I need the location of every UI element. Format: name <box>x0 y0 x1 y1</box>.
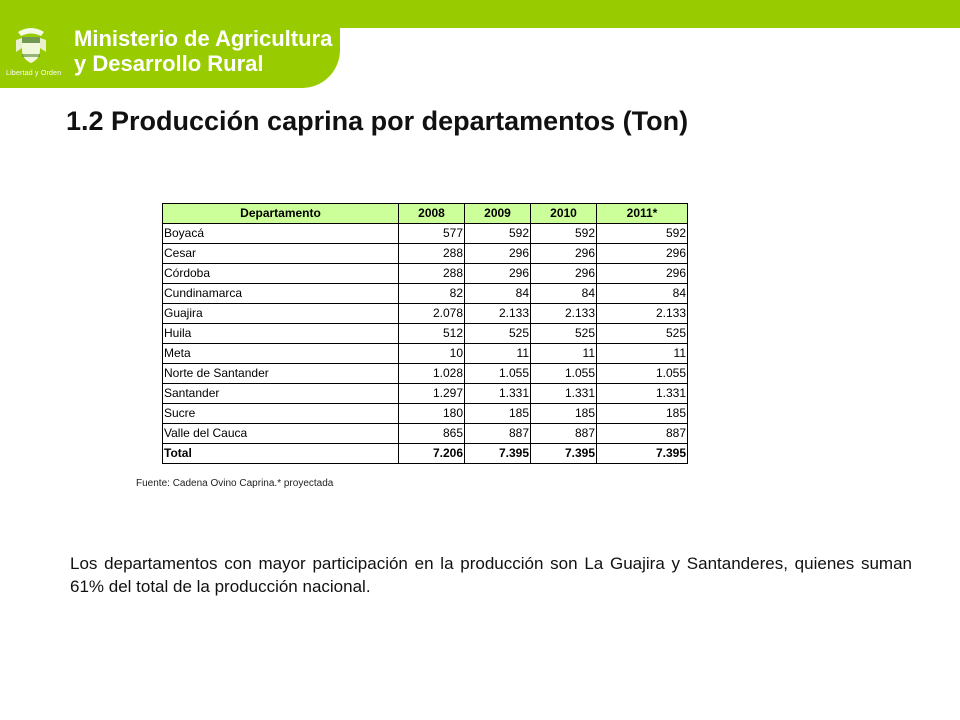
value-cell: 185 <box>531 404 597 424</box>
value-cell: 7.395 <box>531 444 597 464</box>
value-cell: 11 <box>465 344 531 364</box>
value-cell: 1.297 <box>399 384 465 404</box>
value-cell: 592 <box>465 224 531 244</box>
production-table <box>162 203 688 464</box>
page-title: 1.2 Producción caprina por departamentos (Ton) <box>66 106 689 136</box>
value-cell: 592 <box>597 224 688 244</box>
department-cell: Huila <box>163 324 399 344</box>
table-row <box>163 244 688 264</box>
value-cell: 288 <box>399 244 465 264</box>
value-cell: 180 <box>399 404 465 424</box>
department-cell: Norte de Santander <box>163 364 399 384</box>
value-cell: 592 <box>531 224 597 244</box>
value-cell: 84 <box>531 284 597 304</box>
table-row <box>163 384 688 404</box>
column-header: 2010 <box>531 204 597 224</box>
value-cell: 10 <box>399 344 465 364</box>
department-cell: Meta <box>163 344 399 364</box>
summary-paragraph: Los departamentos con mayor participación en la producción son La Guajira y Santanderes, quienes suman 61% del total de la producción nacional. <box>70 554 912 596</box>
value-cell: 7.395 <box>597 444 688 464</box>
ministry-header <box>0 0 340 88</box>
table-row <box>163 404 688 424</box>
department-cell: Guajira <box>163 304 399 324</box>
value-cell: 2.078 <box>399 304 465 324</box>
department-cell: Sucre <box>163 404 399 424</box>
table-row <box>163 344 688 364</box>
value-cell: 1.331 <box>465 384 531 404</box>
motto-text: Libertad y Orden <box>6 70 62 77</box>
value-cell: 7.206 <box>399 444 465 464</box>
table-row <box>163 284 688 304</box>
value-cell: 525 <box>597 324 688 344</box>
value-cell: 296 <box>597 244 688 264</box>
department-cell: Córdoba <box>163 264 399 284</box>
value-cell: 11 <box>597 344 688 364</box>
department-cell: Boyacá <box>163 224 399 244</box>
table-row <box>163 224 688 244</box>
department-cell: Santander <box>163 384 399 404</box>
table-header-row <box>163 204 688 224</box>
value-cell: 887 <box>531 424 597 444</box>
value-cell: 865 <box>399 424 465 444</box>
value-cell: 7.395 <box>465 444 531 464</box>
value-cell: 82 <box>399 284 465 304</box>
value-cell: 525 <box>465 324 531 344</box>
department-cell: Cundinamarca <box>163 284 399 304</box>
value-cell: 2.133 <box>531 304 597 324</box>
value-cell: 1.331 <box>531 384 597 404</box>
coat-of-arms-icon <box>14 26 48 66</box>
table-row <box>163 364 688 384</box>
ministry-line-1: Ministerio de Agricultura <box>74 26 333 51</box>
value-cell: 2.133 <box>597 304 688 324</box>
value-cell: 1.028 <box>399 364 465 384</box>
value-cell: 1.055 <box>531 364 597 384</box>
department-cell: Cesar <box>163 244 399 264</box>
value-cell: 1.055 <box>465 364 531 384</box>
value-cell: 84 <box>465 284 531 304</box>
value-cell: 84 <box>597 284 688 304</box>
ministry-name <box>74 26 332 76</box>
table-row <box>163 264 688 284</box>
value-cell: 185 <box>597 404 688 424</box>
column-header: 2011* <box>597 204 688 224</box>
value-cell: 1.331 <box>597 384 688 404</box>
table-row <box>163 304 688 324</box>
table-row <box>163 324 688 344</box>
column-header: Departamento <box>163 204 399 224</box>
value-cell: 296 <box>531 264 597 284</box>
table-body <box>163 224 688 464</box>
value-cell: 577 <box>399 224 465 244</box>
value-cell: 887 <box>597 424 688 444</box>
value-cell: 296 <box>597 264 688 284</box>
value-cell: 296 <box>465 264 531 284</box>
value-cell: 288 <box>399 264 465 284</box>
value-cell: 296 <box>465 244 531 264</box>
department-cell: Valle del Cauca <box>163 424 399 444</box>
value-cell: 512 <box>399 324 465 344</box>
total-row <box>163 444 688 464</box>
column-header: 2008 <box>399 204 465 224</box>
value-cell: 1.055 <box>597 364 688 384</box>
value-cell: 525 <box>531 324 597 344</box>
value-cell: 185 <box>465 404 531 424</box>
value-cell: 2.133 <box>465 304 531 324</box>
source-note: Fuente: Cadena Ovino Caprina.* proyectada <box>136 478 334 489</box>
column-header: 2009 <box>465 204 531 224</box>
department-cell: Total <box>163 444 399 464</box>
value-cell: 887 <box>465 424 531 444</box>
ministry-line-2: y Desarrollo Rural <box>74 51 264 76</box>
table-row <box>163 424 688 444</box>
value-cell: 11 <box>531 344 597 364</box>
value-cell: 296 <box>531 244 597 264</box>
